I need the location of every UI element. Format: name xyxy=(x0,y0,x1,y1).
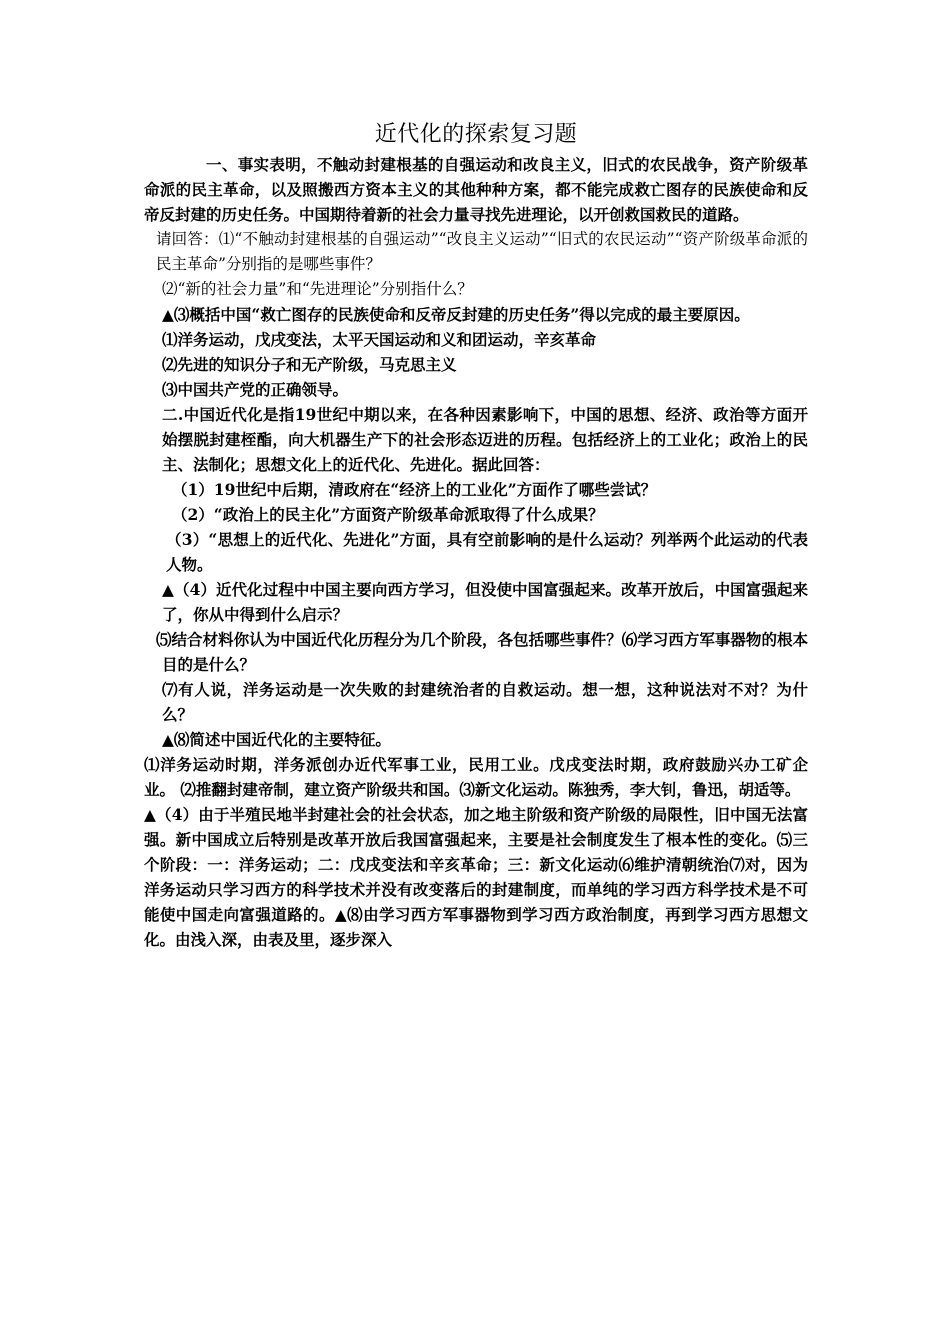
section2-intro: 二.中国近代化是指19世纪中期以来，在各种因素影响下，中国的思想、经济、政治等方面开始摆脱封建桎酯，向大机器生产下的社会形态迈进的历程。包括经济上的工业化；政治上的民主、法制化；思想文化上的近代化、先进化。据此回答： xyxy=(162,405,808,474)
section1-intro: 一、事实表明，不触动封建根基的自强运动和改良主义，旧式的农民战争，资产阶级革命派的民主革命，以及照搬西方资本主义的其他种种方案，都不能完成救亡图存的民族使命和反帝反封建的历史任务。中国期待着新的社会力量寻找先进理论，以开创救国救民的道路。 xyxy=(144,155,808,224)
section1-answer-2: ⑵先进的知识分子和无产阶级，马克思主义 xyxy=(162,355,457,374)
section1-question-2: ⑵“新的社会力量”和“先进理论”分别指什么？ xyxy=(162,280,473,298)
section2-question-1: （1）19世纪中后期，清政府在“经济上的工业化”方面作了哪些尝试？ xyxy=(172,480,657,499)
document-page xyxy=(144,118,808,952)
section2-answer-part-b: ▲（4）由于半殖民地半封建社会的社会状态，加之地主阶级和资产阶级的局限性，旧中国无法富强。新中国成立后特别是改革开放后我国富强起来，主要是社会制度发生了根本性的变化。⑸三个阶段：一：洋务运动；二：戊戌变法和辛亥革命；三：新文化运动⑹维护清朝统治⑺对，因为洋务运动只学习西方的科学技术并没有改变落后的封建制度，而单纯的学习西方科学技术是不可能使中国走向富强道路的。▲⑻由学习西方军事器物到学习西方政治制度，再到学习西方思想文化。由浅入深，由表及里，逐步深入 xyxy=(144,805,808,949)
section1-question-3: ▲⑶概括中国“救亡图存的民族使命和反帝反封建的历史任务”得以完成的最主要原因。 xyxy=(162,305,750,324)
section2-question-8: ▲⑻简述中国近代化的主要特征。 xyxy=(162,730,391,749)
page-title: 近代化的探索复习题 xyxy=(374,122,578,147)
section2-question-2: （2）“政治上的民主化”方面资产阶级革命派取得了什么成果？ xyxy=(172,505,604,524)
section2-question-4: ▲（4）近代化过程中中国主要向西方学习，但没使中国富强起来。改革开放后，中国富强起来了，你从中得到什么启示？ xyxy=(162,580,808,624)
section1-answer-1: ⑴洋务运动，戊戌变法，太平天国运动和义和团运动，辛亥革命 xyxy=(162,330,597,349)
section2-question-5-6: ⑸结合材料你认为中国近代化历程分为几个阶段，各包括哪些事件？⑹学习西方军事器物的根本目的是什么？ xyxy=(156,630,808,674)
section1-answer-3: ⑶中国共产党的正确领导。 xyxy=(162,380,349,399)
section2-answer-part-a: ⑴洋务运动时期，洋务派创办近代军事工业，民用工业。戊戌变法时期，政府鼓励兴办工矿企业。 ⑵推翻封建帝制，建立资产阶级共和国。⑶新文化运动。陈独秀，李大钊，鲁迅，胡适等。 xyxy=(144,755,808,799)
section2-question-3: （3）“思想上的近代化、先进化”方面，具有空前影响的是什么运动？列举两个此运动的代表人物。 xyxy=(166,530,808,574)
section2-question-7: ⑺有人说，洋务运动是一次失败的封建统治者的自救运动。想一想，这种说法对不对？为什么？ xyxy=(162,680,808,724)
section1-question-1: 请回答：⑴“不触动封建根基的自强运动”“改良主义运动”“旧式的农民运动”“资产阶级革命派的民主革命”分别指的是哪些事件？ xyxy=(156,230,808,273)
